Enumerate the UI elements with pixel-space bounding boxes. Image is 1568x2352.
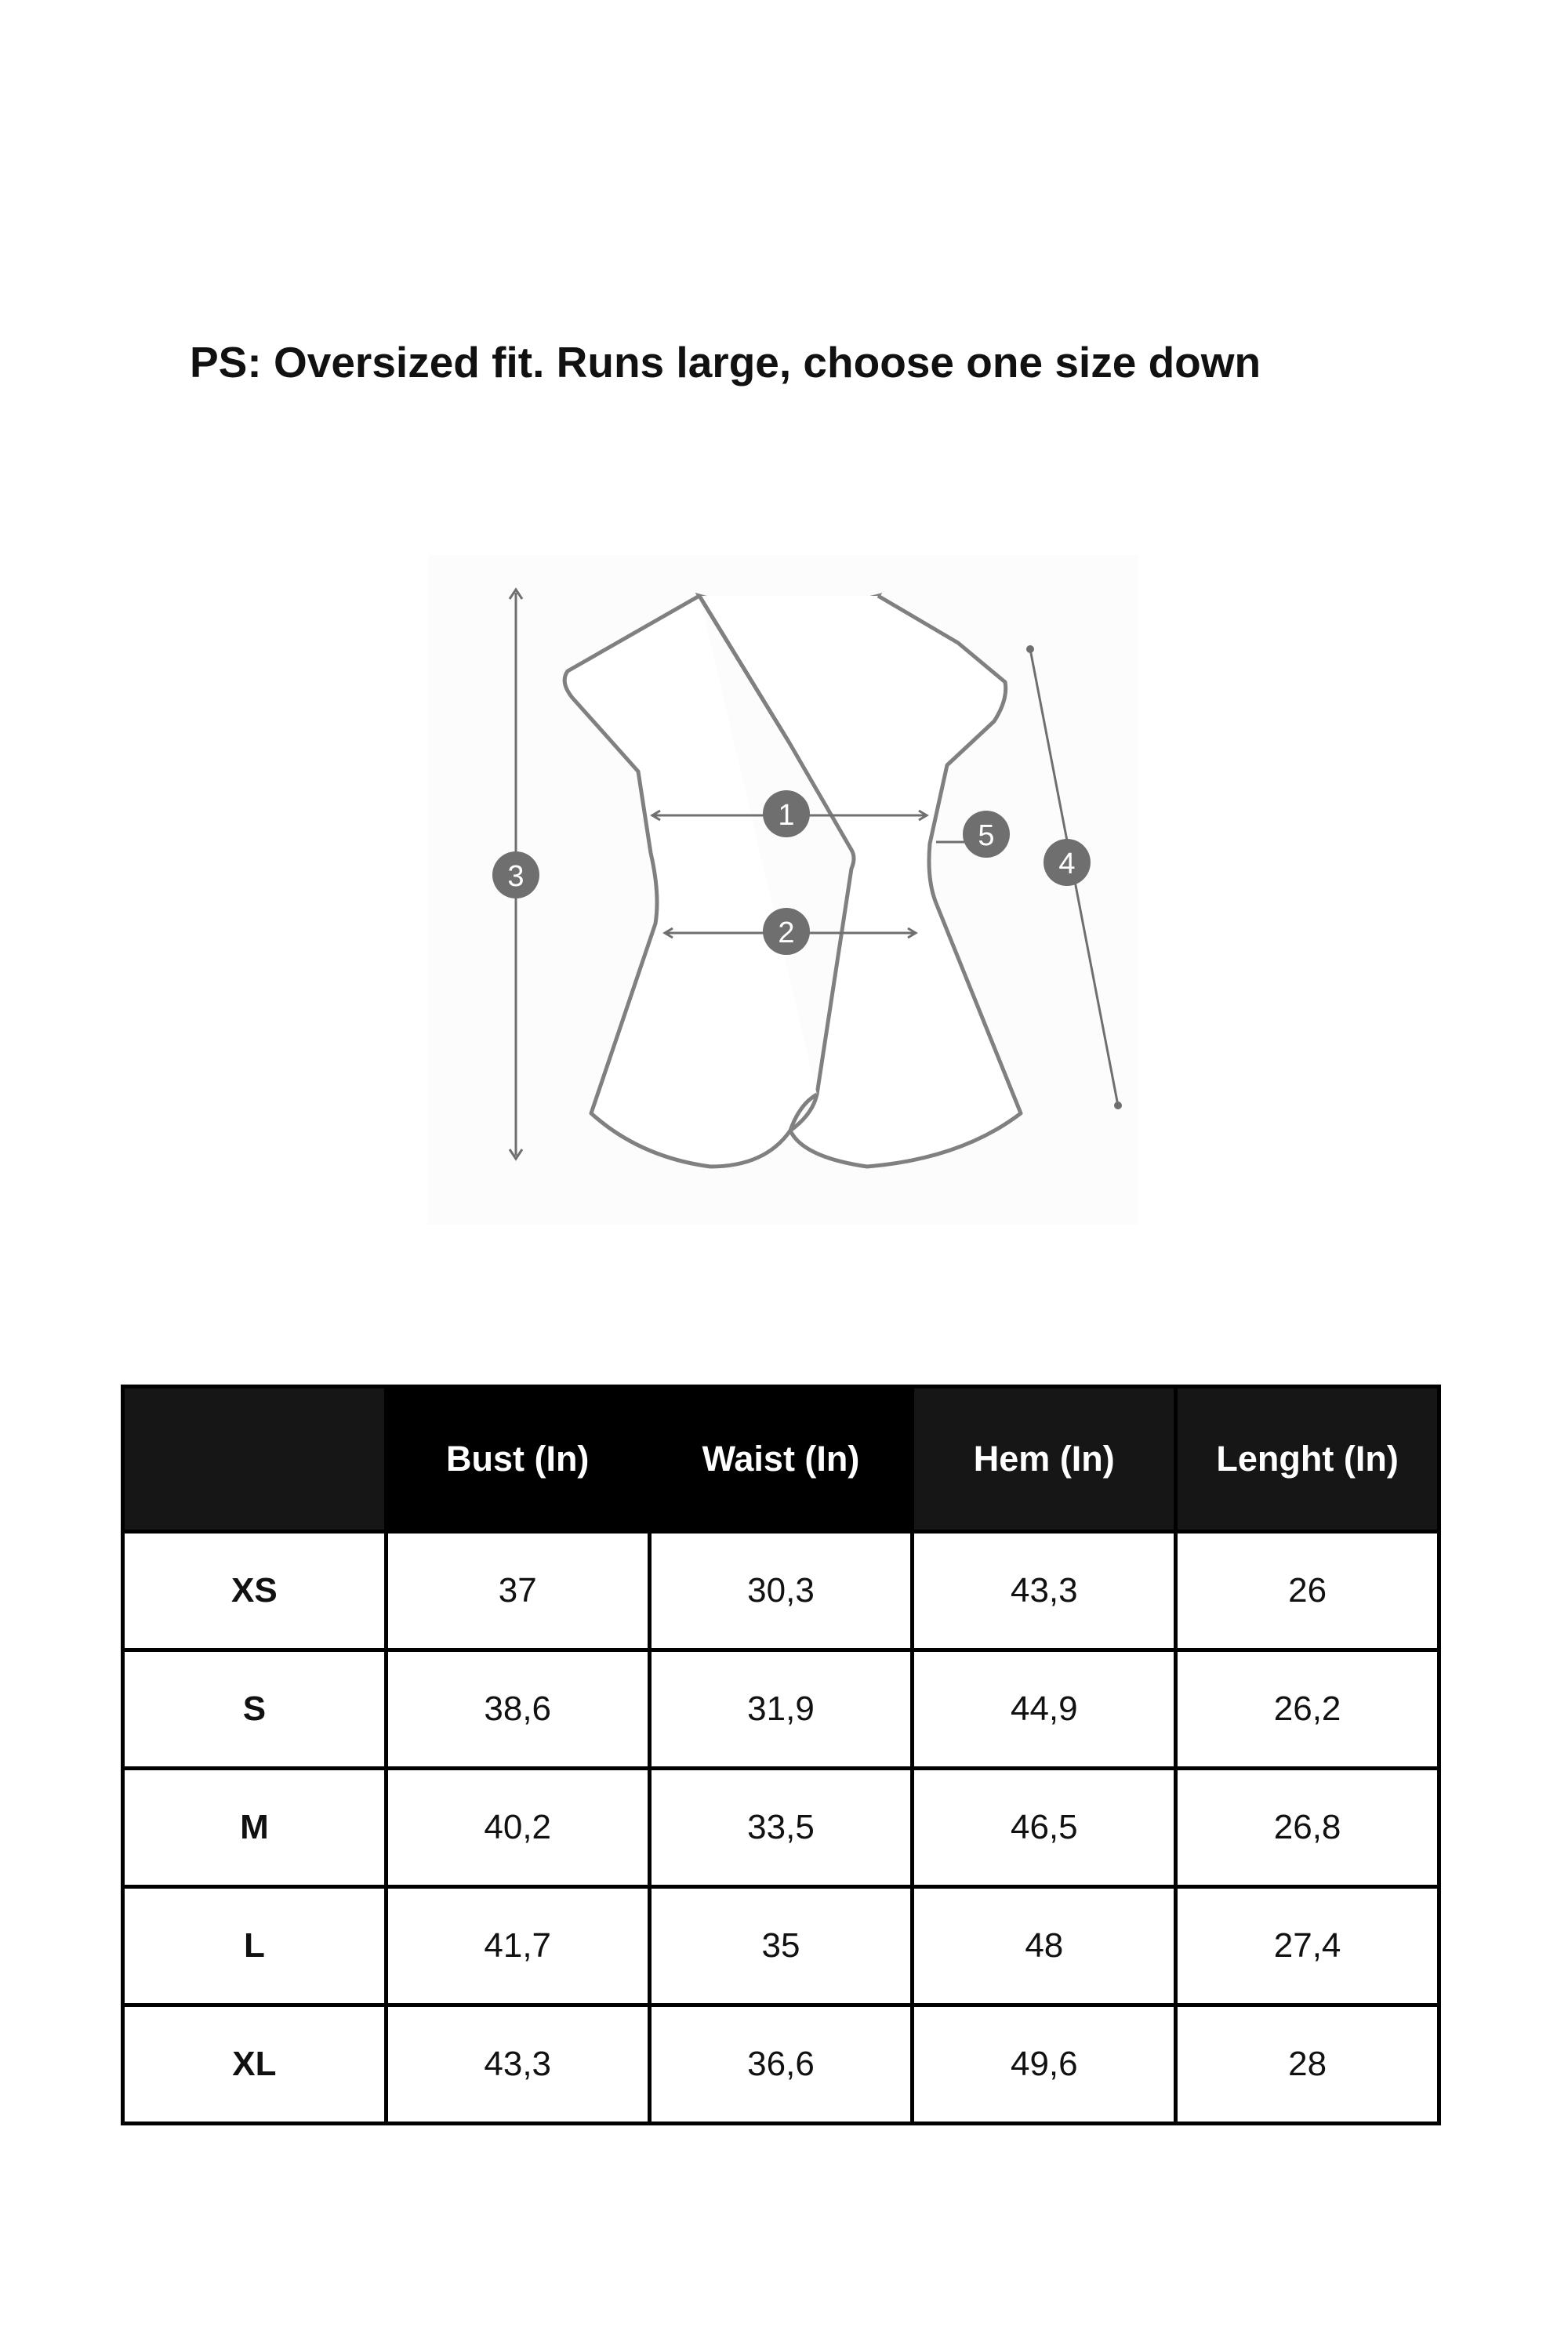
table-row (123, 1887, 1439, 2005)
hem-value: 44,9 (913, 1650, 1176, 1769)
svg-text:2: 2 (778, 916, 795, 949)
length-value: 27,4 (1176, 1887, 1439, 2005)
waist-value: 36,6 (649, 2005, 913, 2124)
size-label: XS (123, 1532, 387, 1650)
fit-note: PS: Oversized fit. Runs large, choose one size down (190, 338, 1261, 387)
bust-value: 37 (386, 1532, 649, 1650)
header-waist: Waist (In) (649, 1387, 913, 1532)
svg-text:3: 3 (507, 860, 524, 893)
waist-value: 33,5 (649, 1769, 913, 1887)
table-row (123, 1769, 1439, 1887)
marker-1 (763, 790, 810, 837)
marker-4 (1044, 839, 1091, 886)
table-row (123, 1650, 1439, 1769)
svg-text:4: 4 (1058, 848, 1076, 880)
size-chart (121, 1385, 1441, 2125)
hem-value: 43,3 (913, 1532, 1176, 1650)
waist-value: 30,3 (649, 1532, 913, 1650)
table-row (123, 2005, 1439, 2124)
waist-value: 31,9 (649, 1650, 913, 1769)
length-value: 26,8 (1176, 1769, 1439, 1887)
size-table (121, 1385, 1441, 2125)
header-corner (123, 1387, 387, 1532)
size-label: XL (123, 2005, 387, 2124)
bust-value: 43,3 (386, 2005, 649, 2124)
size-label: M (123, 1769, 387, 1887)
hem-value: 48 (913, 1887, 1176, 2005)
bust-value: 38,6 (386, 1650, 649, 1769)
header-bust: Bust (In) (386, 1387, 649, 1532)
header-hem: Hem (In) (913, 1387, 1176, 1532)
size-label: S (123, 1650, 387, 1769)
hem-value: 46,5 (913, 1769, 1176, 1887)
length-value: 26,2 (1176, 1650, 1439, 1769)
size-label: L (123, 1887, 387, 2005)
bust-value: 40,2 (386, 1769, 649, 1887)
waist-value: 35 (649, 1887, 913, 2005)
garment-diagram (428, 555, 1138, 1225)
bust-value: 41,7 (386, 1887, 649, 2005)
marker-3 (492, 851, 539, 898)
marker-2 (763, 908, 810, 955)
svg-text:5: 5 (978, 819, 995, 852)
table-row (123, 1532, 1439, 1650)
header-length: Lenght (In) (1176, 1387, 1439, 1532)
hem-value: 49,6 (913, 2005, 1176, 2124)
length-value: 28 (1176, 2005, 1439, 2124)
vest-illustration (428, 555, 1138, 1225)
table-header-row (123, 1387, 1439, 1532)
length-value: 26 (1176, 1532, 1439, 1650)
svg-text:1: 1 (778, 799, 795, 832)
marker-5 (963, 811, 1010, 858)
